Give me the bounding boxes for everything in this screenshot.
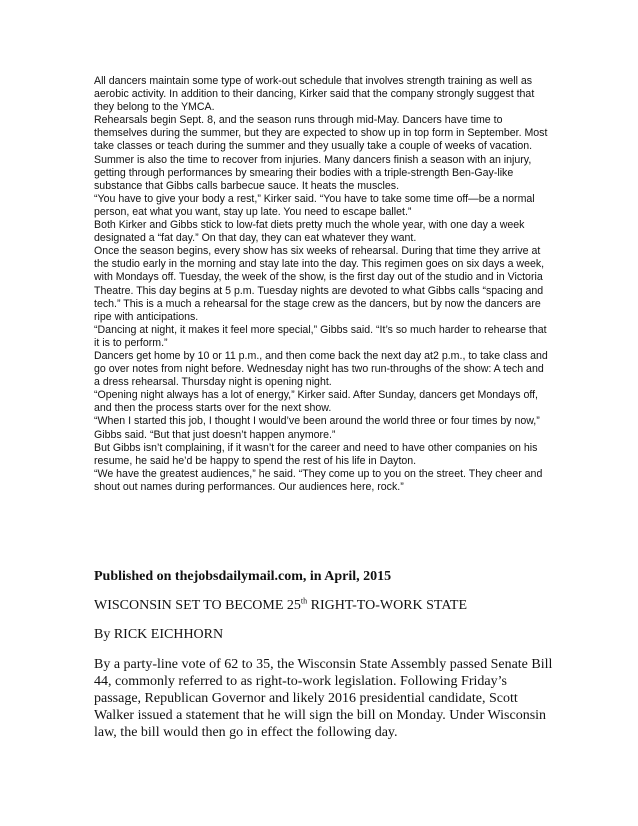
article-dancers-text [94, 75, 552, 494]
paragraph: Dancers get home by 10 or 11 p.m., and then come back the next day at2 p.m., to take class and go over notes from night before. Wednesday night has two run-throughs of the show: A tech and a dress rehearsal. Thursday night is opening night. [94, 349, 548, 389]
paragraph: Once the season begins, every show has six weeks of rehearsal. During that time they arrive at the studio early in the morning and stay late into the day. This regimen goes on six days a week, with Mondays off. Tuesday, the week of the show, is the first day out of the studio and in Victoria Theatre. This day begins at 5 p.m. Tuesday nights are devoted to what Gibbs calls “spacing and tech.” This is a much a rehearsal for the stage crew as the dancers, but by now the dancers are ripe with anticipations. [94, 245, 545, 323]
paragraph: “Opening night always has a lot of energy,” Kirker said. After Sunday, dancers get Mondays off, and then the process starts over for the next show. [94, 389, 538, 415]
paragraph: “We have the greatest audiences,” he said. “They come up to you on the street. They cheer and shout out names during performances. Our audiences here, rock.” [94, 467, 543, 493]
paragraph: Rehearsals begin Sept. 8, and the season runs through mid-May. Dancers have time to themselves during the summer, but they are expected to show up in top form in September. Most take classes or teach during the summer and they usually take a couple of weeks of vacation. Summer is also the time to recover from injuries. Many dancers finish a season with an injury, getting through performances by smearing their bodies with a triple-strength Ben-Gay-like substance that Gibbs calls barbecue sauce. It heats the muscles. [94, 114, 548, 192]
headline-superscript: th [300, 596, 308, 606]
published-line: Published on thejobsdailymail.com, in April, 2015 [94, 569, 392, 584]
headline-text-end: RIGHT-TO-WORK STATE [307, 598, 468, 613]
paragraph: But Gibbs isn’t complaining, if it wasn’t for the career and need to have other companies on his resume, he said he’d be happy to spend the rest of his life in Dayton. [94, 441, 538, 467]
paragraph: “Dancing at night, it makes it feel more special,” Gibbs said. “It’s so much harder to rehearse that it is to perform.” [94, 323, 547, 349]
paragraph: “When I started this job, I thought I would’ve been around the world three or four times by now,” Gibbs said. “But that just doesn’t happen anymore.” [94, 415, 540, 441]
headline-text: WISCONSIN SET TO BECOME 25 [94, 598, 301, 613]
paragraph: “You have to give your body a rest,” Kirker said. “You have to take some time off—be a normal person, eat what you want, stay up late. You need to escape ballet.” [94, 192, 535, 218]
lede-paragraph: By a party-line vote of 62 to 35, the Wisconsin State Assembly passed Senate Bill 44, commonly referred to as right-to-work legislation. Following Friday’s passage, Republican Governor and likely 2016 presidential candidate, Scott Walker issued a statement that he will sign the bill on Monday. Under Wisconsin law, the bill would then go in effect the following day. [94, 657, 553, 740]
byline: By RICK EICHHORN [94, 627, 224, 642]
paragraph: Both Kirker and Gibbs stick to low-fat diets pretty much the whole year, with one day a week designated a “fat day.” On that day, they can eat whatever they want. [94, 219, 525, 245]
article-headline [94, 598, 467, 614]
paragraph: All dancers maintain some type of work-out schedule that involves strength training as well as aerobic activity. In addition to their dancing, Kirker said that the company strongly suggest that they belong to the YMCA. [94, 75, 535, 114]
